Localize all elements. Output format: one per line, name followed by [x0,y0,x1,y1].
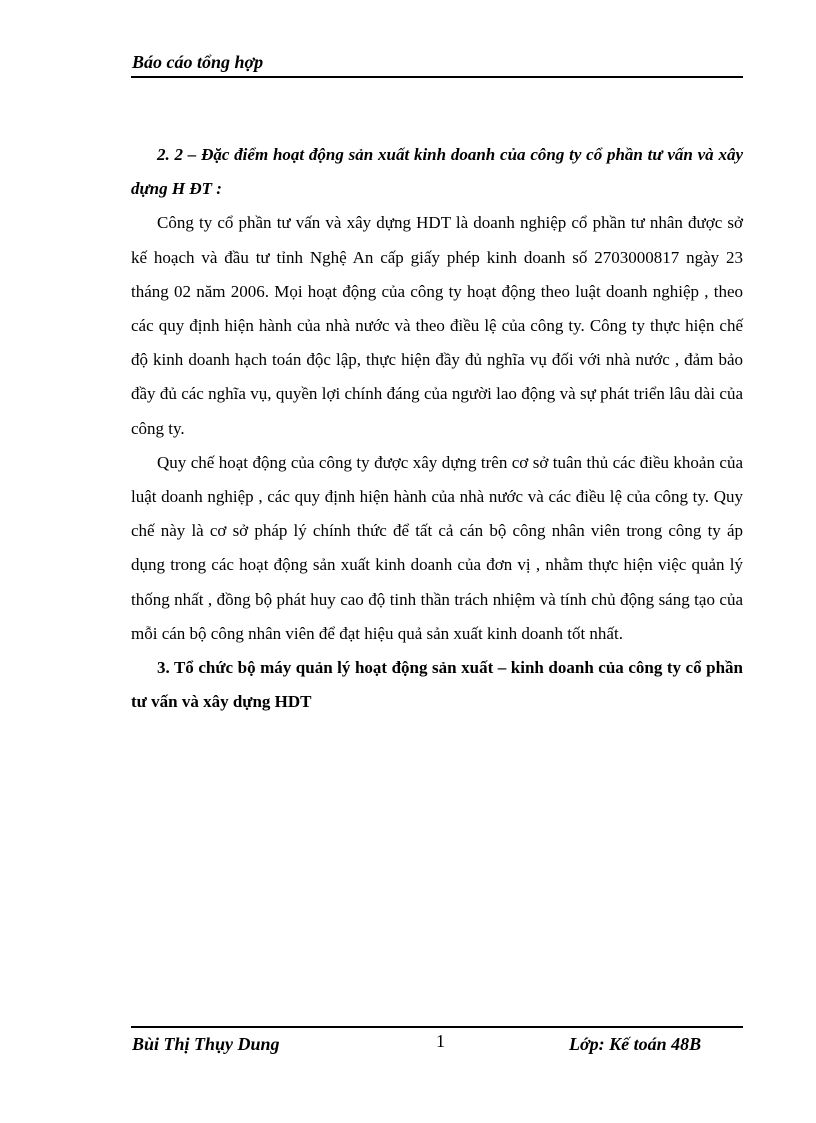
footer-class-label: Lớp: Kế toán 48B [569,1034,702,1054]
document-body [131,138,743,719]
footer-divider [131,1026,743,1028]
header-title: Báo cáo tổng hợp [132,52,264,72]
header-divider [131,76,743,78]
section-heading: 2. 2 – Đặc điểm hoạt động sản xuất kinh doanh của công ty cổ phần tư vấn và xây dựng H ĐT : [131,145,743,199]
paragraph-company-overview: Công ty cổ phần tư vấn và xây dựng HDT là doanh nghiệp cổ phần tư nhân được sở kế hoạch và đầu tư tỉnh Nghệ An cấp giấy phép kinh doanh số 2703000817 ngày 23 tháng 02 năm 2006. Mọi hoạt động của công ty hoạt động theo luật doanh nghiệp , theo các quy định hiện hành của nhà nước và theo điều lệ của công ty. Công ty thực hiện chế độ kinh doanh hạch toán độc lập, thực hiện đầy đủ nghĩa vụ đối với nhà nước , đảm bảo đầy đủ các nghĩa vụ, quyền lợi chính đáng của người lao động và sự phát triển lâu dài của công ty. [131,213,743,438]
section-3-heading: 3. Tổ chức bộ máy quản lý hoạt động sản xuất – kinh doanh của công ty cổ phần tư vấn và xây dựng HDT [131,658,743,712]
footer-author: Bùi Thị Thụy Dung [132,1034,280,1054]
paragraph-operating-rules: Quy chế hoạt động của công ty được xây dựng trên cơ sở tuân thủ các điều khoản của luật doanh nghiệp , các quy định hiện hành của nhà nước và các điều lệ của công ty. Quy chế này là cơ sở pháp lý chính thức để tất cả cán bộ công nhân viên trong công ty áp dụng trong các hoạt động sản xuất kinh doanh của đơn vị , nhằm thực hiện việc quản lý thống nhất , đồng bộ phát huy cao độ tinh thần trách nhiệm và tính chủ động sáng tạo của mỗi cán bộ công nhân viên để đạt hiệu quả sản xuất kinh doanh tốt nhất. [131,452,743,643]
page-number: 1 [436,1031,445,1051]
